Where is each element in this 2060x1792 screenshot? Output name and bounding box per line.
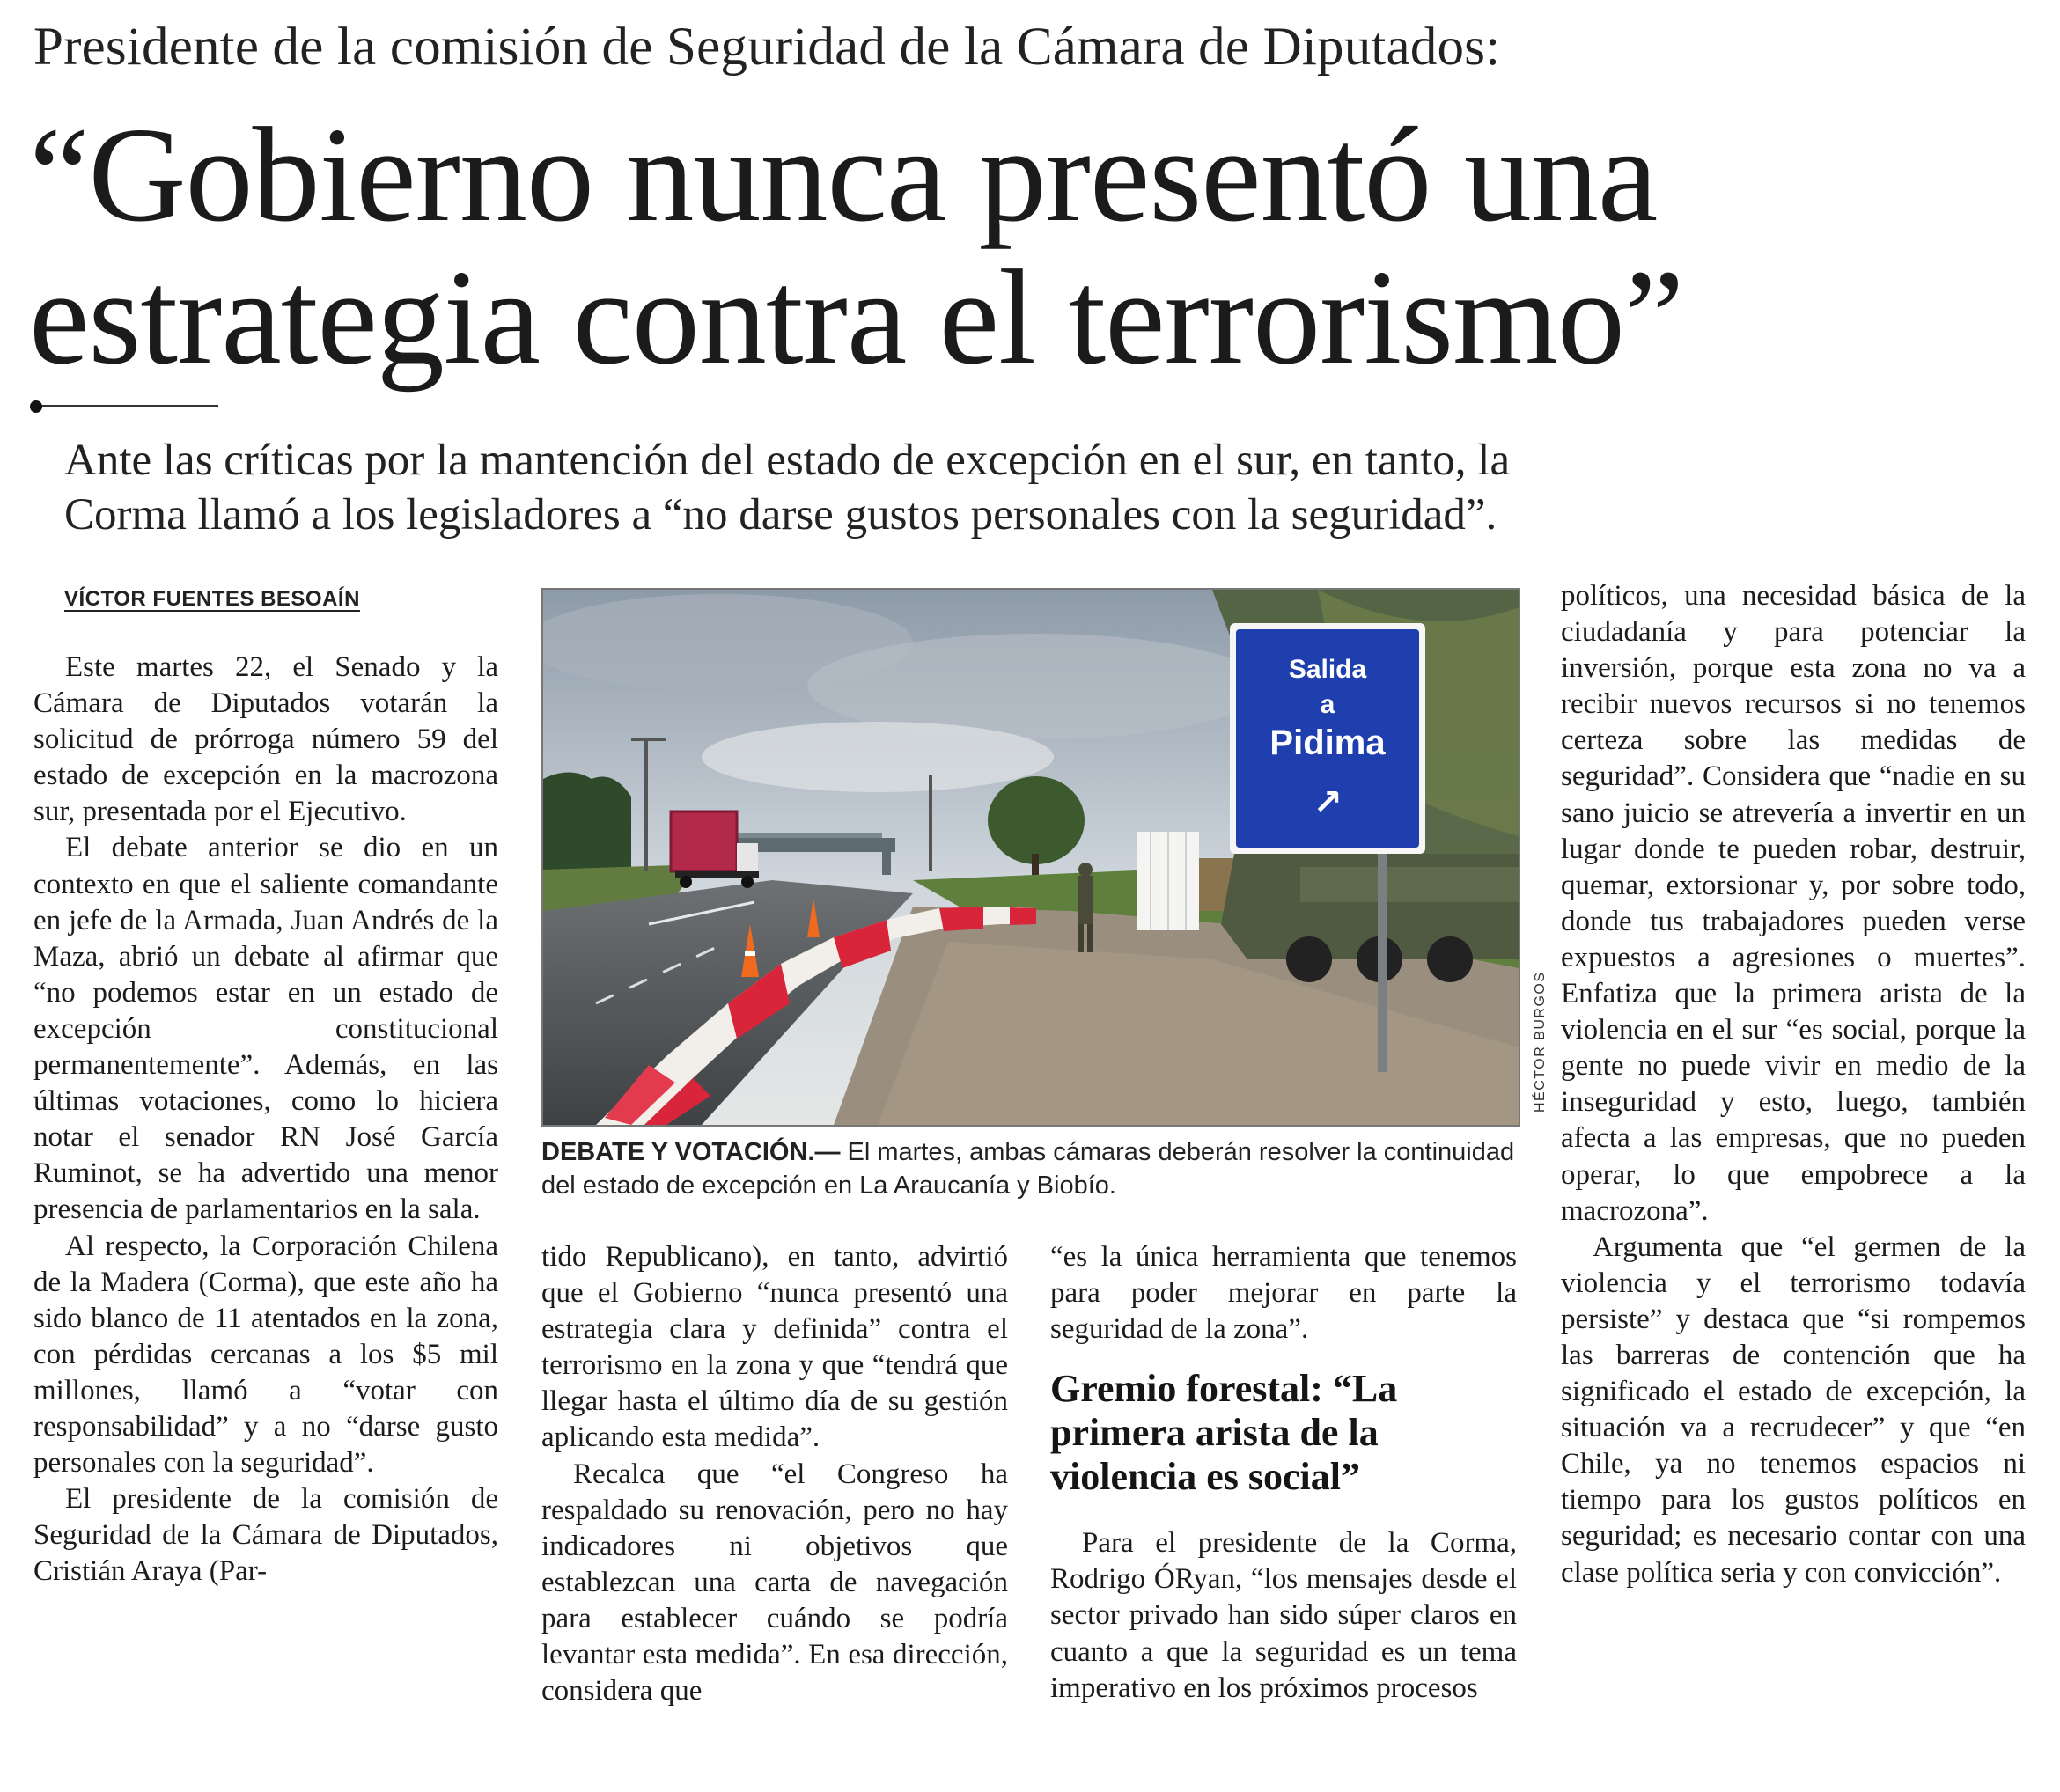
paragraph: “es la única herramienta que tenemos para poder mejorar en parte la seguridad de la zona”.: [1050, 1241, 1517, 1346]
section-rule: [33, 405, 218, 407]
photo-credit: [1519, 971, 1548, 1122]
photo-credit-text: HÉCTOR BURGOS: [1533, 971, 1548, 1113]
caption-lead: DEBATE Y VOTACIÓN.—: [541, 1138, 841, 1166]
deck-line-1: Ante las críticas por la mantención del estado de excepción en el sur, en tanto, la: [64, 436, 1511, 485]
news-photo: [541, 588, 1520, 1127]
paragraph: El debate anterior se dio en un contexto en que el saliente comandante en jefe de la Armada, Juan Andrés de la Maza, abrió un debate al afirmar que “no podemos estar en un estado de excepción constitucional permanentemente”. Además, en las últimas votaciones, como lo hiciera notar el senador RN José García Ruminot, se ha advertido una menor presencia de parlamentarios en la sala.: [33, 832, 498, 1226]
photo-caption: [541, 1135, 1519, 1202]
column-4: [1561, 578, 2026, 1591]
sign-line-1: Salida: [1288, 655, 1367, 684]
byline: VÍCTOR FUENTES BESOAÍN: [64, 587, 360, 611]
deck: [64, 433, 2036, 542]
paragraph: Al respecto, la Corporación Chilena de la Madera (Corma), que este año ha sido blanco de 11 atentados en la zona, con pérdidas cercanas a los $5 mil millones, llamó a “votar con responsabilidad” y a no “darse gusto personales con la seguridad”.: [33, 1230, 498, 1480]
subheading: Gremio forestal: “La primera arista de la violencia es social”: [1050, 1367, 1398, 1499]
paragraph: Para el presidente de la Corma, Rodrigo ÓRyan, “los mensajes desde el sector privado han sido súper claros en cuanto a que la seguridad es un tema imperativo en los próximos procesos: [1050, 1527, 1517, 1704]
kicker: Presidente de la comisión de Seguridad de la Cámara de Diputados:: [33, 18, 1501, 77]
headline-line-1: “Gobierno nunca presentó una: [29, 100, 1658, 250]
paragraph: tido Republicano), en tanto, advirtió que el Gobierno “nunca presentó una estrategia clara y definida” contra el terrorismo en la zona y que “tendrá que llegar hasta el último día de su gestión aplicando esta medida”.: [541, 1241, 1008, 1454]
paragraph: El presidente de la comisión de Seguridad de la Cámara de Diputados, Cristián Araya (Par-: [33, 1483, 498, 1588]
paragraph: Recalca que “el Congreso ha respaldado su renovación, pero no hay indicadores ni objetivos que establezcan una carta de navegación para establecer cuándo se podría levantar esta medida”. En esa dirección, considera que: [541, 1458, 1008, 1708]
caption-text: El martes, ambas cámaras deberán resolver la continuidad del estado de excepción en La Araucanía y Biobío.: [541, 1138, 1515, 1200]
paragraph: Este martes 22, el Senado y la Cámara de Diputados votarán la solicitud de prórroga número 59 del estado de excepción en la macrozona sur, presentada por el Ejecutivo.: [33, 651, 498, 828]
column-2: [541, 1239, 1008, 1709]
column-3: [1050, 1239, 1517, 1707]
highway-checkpoint-image: [543, 590, 1519, 1125]
arrow-up-right-icon: ↗: [1313, 782, 1343, 823]
paragraph: políticos, una necesidad básica de la ciudadanía y para potenciar la inversión, porque esta zona no va a recibir nuevos recursos si no tenemos certeza sobre las medidas de seguridad”. Considera que “nadie en su sano juicio se atrevería a invertir en un lugar donde te pueden robar, destruir, quemar, extorsionar y, por sobre todo, donde tus trabajadores pueden verse expuestos a agresiones o muertes”. Enfatiza que la primera arista de la violencia en el sur “es social, porque la gente no puede vivir en medio de la inseguridad y esto, luego, también afecta a las empresas, que no pueden operar, lo que empobrece a la macrozona”.: [1561, 580, 2026, 1227]
headline-line-2: estrategia contra el terrorismo”: [29, 243, 1684, 393]
sign-line-2: a: [1320, 690, 1335, 719]
sign-line-3: Pidima: [1269, 723, 1386, 762]
deck-line-2: Corma llamó a los legisladores a “no darse gustos personales con la seguridad”.: [64, 490, 1497, 540]
road-sign: [1230, 623, 1425, 854]
headline: [29, 100, 2045, 393]
bullet-dot-icon: [30, 400, 42, 413]
column-1: [33, 650, 498, 1590]
paragraph: Argumenta que “el germen de la violencia y el terrorismo todavía persiste” y destaca que “si rompemos las barreras de contención que ha significado el estado de excepción, la situación va a recrudecer” y que “en Chile, ya no tenemos espacios ni tiempo para los gustos políticos en seguridad; es necesario contar con una clase política seria y con convicción”.: [1561, 1230, 2026, 1589]
